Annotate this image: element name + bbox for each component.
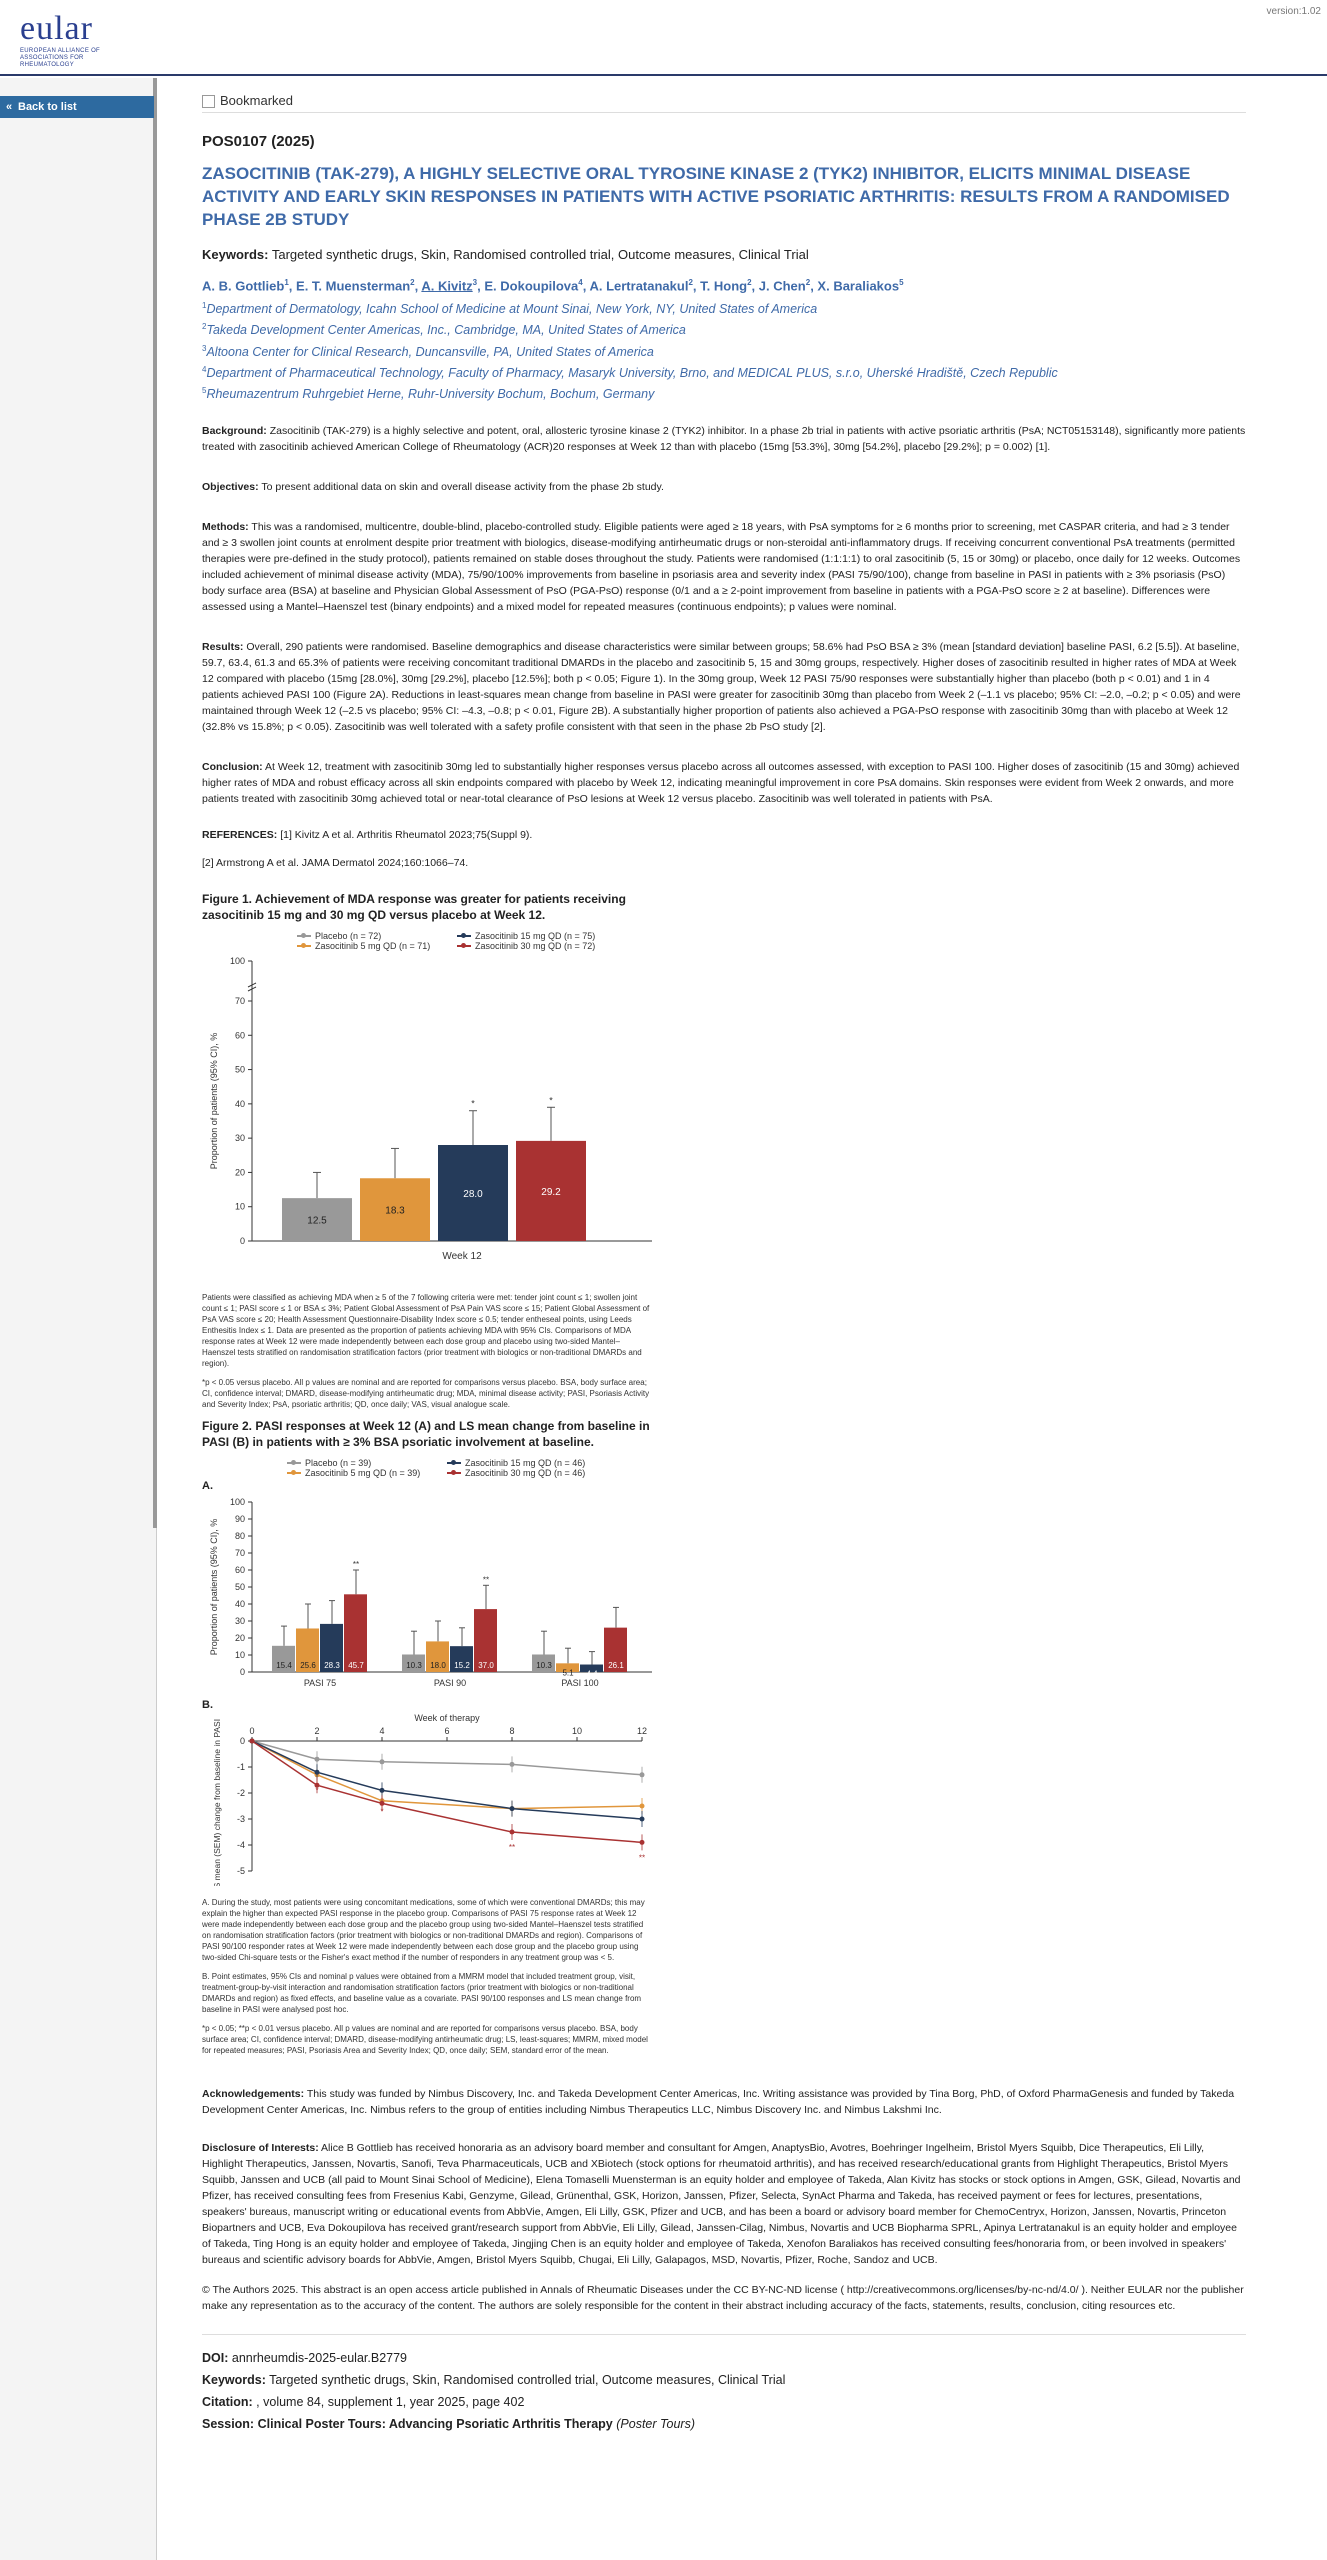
affiliation-text: Altoona Center for Clinical Research, Duncansville, PA, United States of America: [206, 344, 654, 359]
significance-marker: **: [352, 1560, 360, 1570]
y-tick-label: 30: [234, 1133, 245, 1144]
affiliation-number: 4: [202, 364, 207, 374]
author-name[interactable]: T. Hong: [700, 278, 748, 294]
conclusion-section: [202, 759, 1246, 807]
figure-1-footnote-1: Patients were classified as achieving MDA when ≥ 5 of the 7 following criteria were met: tender joint count ≤ 1; swollen joint count ≤ 1; PASI score ≤ 1 or BSA ≤ 3%; Patient Global Assessment of PsA Pain VAS score ≤ 15; Patient Global Assessment of PsA VAS score ≤ 20; Health Assessment Questionnaire-Disability Index score ≤ 0.5; tender entheseal points, using Leeds Enthesitis Index ≤ 1. Data are presented as the proportion of patients achieving MDA with 95% CIs. Comparisons of MDA response rates at Week 12 were made independently between each dose group and placebo using two-sided Mantel–Haenszel tests stratified on randomisation stratification factors (prior treatment with biologics or non-traditional DMARDs and region).: [202, 1293, 650, 1369]
version-label: version:1.02: [1266, 6, 1321, 17]
objectives-section: [202, 479, 1246, 495]
x-axis-label: Week 12: [442, 1251, 482, 1263]
legend-swatch: [297, 945, 311, 947]
data-point: [510, 1830, 515, 1835]
significance-marker: *: [549, 1095, 553, 1106]
acknowledgements-section: [202, 2086, 1246, 2118]
legend-item: [287, 1458, 447, 1468]
affiliation-number: 5: [202, 385, 207, 395]
author-name[interactable]: E. T. Muensterman: [296, 278, 411, 294]
background-label: Background:: [202, 425, 267, 438]
series-line: [252, 1741, 642, 1842]
data-point: [380, 1759, 385, 1764]
abstract-content: [202, 90, 1246, 2435]
author-name[interactable]: E. Dokoupilova: [484, 278, 579, 294]
legend-row: [287, 1458, 652, 1468]
bar-value-label: 18.3: [385, 1205, 405, 1217]
back-to-list-label: Back to list: [18, 101, 77, 113]
citation-label: Citation:: [202, 2395, 253, 2410]
acknowledgements-label: Acknowledgements:: [202, 2088, 305, 2101]
legend-marker: [461, 933, 466, 938]
affiliation-text: Takeda Development Center Americas, Inc., Cambridge, MA, United States of America: [206, 323, 686, 338]
data-point: [640, 1772, 645, 1777]
figure-2-footnote-a: A. During the study, most patients were using concomitant medications, some of which were conventional DMARDs; this may explain the higher than expected PASI response in the placebo group. Comparisons of PASI 75 response rates at Week 12 were made independently between each dose group and the placebo group using two-sided Mantel–Haenszel tests stratified on randomisation stratification factors (prior treatment with biologics or non-traditional DMARDs and region). Comparisons of PASI 90/100 responder rates at Week 12 were made independently between each dose group and the placebo group using two-sided Chi-square tests or the Fisher's exact method if the number of responders in any treatment group was < 5.: [202, 1898, 645, 1963]
meta-keywords-value: Targeted synthetic drugs, Skin, Randomised controlled trial, Outcome measures, Clinical Trial: [269, 2373, 786, 2388]
y-tick-label: 100: [229, 956, 245, 967]
legend-marker: [451, 1460, 456, 1465]
y-tick-label: 60: [234, 1565, 245, 1576]
legend-item: [287, 1468, 447, 1478]
figure-2-footnote-c: *p < 0.05; **p < 0.01 versus placebo. All p values are nominal and are reported for comparisons versus placebo. BSA, body surface area; CI, confidence interval; DMARD, disease-modifying antirheumatic drug; LS, least-squares; MMRM, mixed model for repeated measures; PASI, Psoriasis Area and Severity Index; QD, once daily; SEM, standard error of the mean.: [202, 2024, 648, 2056]
legend-label: Placebo (n = 72): [315, 931, 382, 942]
significance-marker: **: [638, 1853, 646, 1863]
abstract-meta: [202, 2347, 1246, 2435]
legend-label: Zasocitinib 30 mg QD (n = 46): [465, 1468, 586, 1479]
legend-swatch: [447, 1472, 461, 1474]
data-point: [510, 1762, 515, 1767]
references: [202, 827, 1246, 871]
author-name[interactable]: A. Lertratanakul: [589, 278, 689, 294]
y-tick-label: 30: [234, 1616, 245, 1627]
legend-item: [297, 931, 457, 941]
background-text: Zasocitinib (TAK-279) is a highly selective and potent, oral, allosteric tyrosine kinase 2 (TYK2) inhibitor. In a phase 2b trial in patients with active psoriatic arthritis (PsA; NCT05153148), significantly more patients treated with zasocitinib achieved American College of Rheumatology (ACR)20 responses at Week 12 than with placebo (15mg [53.3%], 30mg [54.2%], placebo [29.2%]; p = 0.002) [1].: [202, 425, 1246, 454]
bar-value-label: 45.7: [348, 1661, 364, 1671]
citation-value: , volume 84, supplement 1, year 2025, page 402: [256, 2395, 525, 2410]
data-point: [250, 1739, 255, 1744]
session-label: Session:: [202, 2417, 255, 2432]
meta-keywords-label: Keywords:: [202, 2373, 266, 2388]
legend-swatch: [297, 935, 311, 937]
affiliation-number: 3: [202, 343, 207, 353]
author-name[interactable]: A. Kivitz: [421, 278, 473, 294]
x-tick-label: 4: [379, 1726, 385, 1737]
keywords-line: [202, 247, 1246, 262]
x-axis-label: Week of therapy: [414, 1713, 480, 1724]
logo-subtitle: EUROPEAN ALLIANCE OF ASSOCIATIONS FOR RHEUMATOLOGY: [20, 48, 101, 68]
results-section: [202, 639, 1246, 735]
legend-marker: [291, 1470, 296, 1475]
y-tick-label: -3: [236, 1814, 245, 1825]
figure-2-panel-a-label: A.: [202, 1480, 213, 1493]
category-label: PASI 90: [433, 1678, 467, 1689]
legend-label: Zasocitinib 15 mg QD (n = 46): [465, 1458, 586, 1469]
reference-2: [2] Armstrong A et al. JAMA Dermatol 2024;160:1066–74.: [202, 857, 469, 870]
author-affiliation-number: 5: [899, 278, 904, 287]
bar-value-label: 12.5: [307, 1215, 327, 1227]
sidebar: [0, 78, 157, 2560]
series-line: [252, 1741, 642, 1809]
figure-1-chart: [202, 951, 652, 1281]
figure-2-footnotes: [202, 1897, 652, 2056]
affiliation: [202, 382, 1246, 403]
data-point: [640, 1817, 645, 1822]
bar-value-label: 15.2: [454, 1661, 470, 1671]
legend-swatch: [287, 1472, 301, 1474]
figure-2-title: Figure 2. PASI responses at Week 12 (A) and LS mean change from baseline in PASI (B) in patients with ≥ 3% BSA psoriatic involvement at baseline.: [202, 1419, 650, 1450]
x-tick-label: 8: [509, 1726, 515, 1737]
objectives-text: To present additional data on skin and overall disease activity from the phase 2b study.: [261, 481, 664, 494]
logo-wordmark: eular: [20, 10, 93, 47]
legend-marker: [301, 933, 306, 938]
y-tick-label: 10: [234, 1201, 245, 1212]
y-tick-label: 70: [234, 996, 245, 1007]
category-label: PASI 75: [303, 1678, 337, 1689]
affiliation-text: Department of Pharmaceutical Technology, Faculty of Pharmacy, Masaryk University, Brno, and MEDICAL PLUS, s.r.o, Uherské Hradiště, Czech Republic: [206, 365, 1058, 380]
acknowledgements-text: This study was funded by Nimbus Discovery, Inc. and Takeda Development Center Americas, Inc. Writing assistance was provided by Tina Borg, PhD, of Oxford PharmaGenesis and funded by Takeda Development Center Americas, Inc. Nimbus refers to the group of entities including Nimbus Therapeutics LLC, Nimbus Discovery Inc. and Nimbus Lakshmi Inc.: [202, 2088, 1235, 2117]
y-tick-label: 60: [234, 1030, 245, 1041]
author-affiliation-number: 3: [472, 278, 478, 287]
affiliation: [202, 318, 1246, 339]
y-tick-label: 40: [234, 1098, 245, 1109]
author-list: A. B. Gottlieb$^1$, E. T. Muensterman$^2$, A. Kivitz$^3$, E. Dokoupilova$^4$, A. Lertratanakul$^2$, T. Hong$^2$, J. Chen$^2$, X. Baraliakos$^5$: [202, 278, 904, 294]
data-point: [380, 1801, 385, 1806]
affiliation-list: [202, 297, 1246, 403]
disclosure-label: Disclosure of Interests:: [202, 2142, 319, 2155]
data-point: [510, 1806, 515, 1811]
y-tick-label: 100: [229, 1497, 245, 1508]
significance-marker: *: [380, 1806, 384, 1816]
author-name[interactable]: A. B. Gottlieb: [202, 278, 285, 294]
doi-value[interactable]: annrheumdis-2025-eular.B2779: [231, 2351, 407, 2366]
conclusion-label: Conclusion:: [202, 761, 263, 774]
author-affiliation-number: 2: [747, 278, 752, 287]
legend-row: [287, 1468, 652, 1478]
y-tick-label: 50: [234, 1064, 245, 1075]
bar-value-label: 10.3: [406, 1661, 422, 1671]
objectives-label: Objectives:: [202, 481, 259, 494]
bookmark-toggle[interactable]: [202, 90, 1246, 113]
legend-label: Zasocitinib 5 mg QD (n = 39): [305, 1468, 421, 1479]
divider: [202, 2334, 1246, 2335]
abstract-title: ZASOCITINIB (TAK-279), A HIGHLY SELECTIVE ORAL TYROSINE KINASE 2 (TYK2) INHIBITOR, ELICITS MINIMAL DISEASE ACTIVITY AND EARLY SKIN RESPONSES IN PATIENTS WITH ACTIVE PSORIATIC ARTHRITIS: RESULTS FROM A RANDOMISED PHASE 2B STUDY: [202, 164, 1230, 229]
affiliation: [202, 297, 1246, 318]
y-tick-label: 0: [239, 1736, 245, 1747]
y-axis-label: Proportion of patients (95% CI), %: [209, 1032, 219, 1170]
author-name[interactable]: J. Chen: [758, 278, 806, 294]
references-label: REFERENCES:: [202, 829, 278, 842]
doi-line: [202, 2347, 1246, 2369]
legend-item: [447, 1458, 607, 1468]
bookmark-label: Bookmarked: [220, 93, 293, 108]
significance-marker: **: [482, 1575, 490, 1585]
reference-1-text: [1] Kivitz A et al. Arthritis Rheumatol 2023;75(Suppl 9).: [280, 829, 533, 842]
figure-2b-chart: [202, 1711, 652, 1886]
bar-value-label: 15.4: [276, 1661, 292, 1671]
legend-marker: [451, 1470, 456, 1475]
y-tick-label: 0: [239, 1236, 245, 1247]
y-tick-label: -4: [236, 1840, 245, 1851]
affiliation: [202, 361, 1246, 382]
keywords-text: Targeted synthetic drugs, Skin, Randomised controlled trial, Outcome measures, Clinical Trial: [271, 247, 809, 262]
legend-marker: [301, 943, 306, 948]
data-point: [315, 1770, 320, 1775]
conclusion-text: At Week 12, treatment with zasocitinib 30mg led to substantially higher responses versus placebo across all outcomes assessed, with exception to PASI 100. Higher doses of zasocitinib (15 and 30mg) achieved higher rates of MDA and robust efficacy across all skin endpoints compared with placebo by Week 12, indicating meaningful improvement in core PsA domains. Skin responses were evident from Week 2 onwards, and more patients treated with zasocitinib 30mg achieved total or near-total clearance of PsO lesions at Week 12 versus placebo. Zasocitinib was well tolerated in patients with PsA.: [202, 761, 1240, 806]
data-point: [640, 1840, 645, 1845]
legend-marker: [461, 943, 466, 948]
significance-marker: *: [471, 1098, 475, 1109]
affiliation-text: Department of Dermatology, Icahn School of Medicine at Mount Sinai, New York, NY, United States of America: [206, 302, 818, 317]
bar-value-label: 4.4: [586, 1669, 598, 1679]
legend-swatch: [457, 935, 471, 937]
legend-row: [297, 941, 652, 951]
figure-2-panel-b-label: B.: [202, 1699, 213, 1712]
y-tick-label: 40: [234, 1599, 245, 1610]
results-text: Overall, 290 patients were randomised. Baseline demographics and disease characteristics were similar between groups; 58.6% had PsO BSA ≥ 3% (mean [standard deviation] baseline PASI, 6.2 [5.5]). At baseline, 59.7, 63.4, 61.3 and 65.3% of patients were receiving concomitant traditional DMARDs in the placebo and zasocitinib 5, 15 and 30mg groups, respectively. Higher doses of zasocitinib resulted in higher rates of MDA at Week 12 compared with placebo (15mg [28.0%], 30mg [29.2%], placebo [12.5%]; both p < 0.05; Figure 1). In the 30mg group, Week 12 PASI 75/90 responses were substantially higher than placebo (both p < 0.01) and 1 in 4 patients achieved PASI 100 (Figure 2A). Reductions in least-squares mean change from baseline in PASI were greater for zasocitinib 30mg than placebo from Week 2 (–1.1 vs placebo; 95% CI: –2.0, –0.2; p < 0.05) and were maintained through Week 12 (–2.5 vs placebo; 95% CI: –4.3, –0.8; p < 0.01, Figure 2B). A substantially higher proportion of patients also achieved a PGA-PsO response with zasocitinib 30mg than with placebo at Week 12 (32.8% vs 15.8%; p < 0.05). Zasocitinib was well tolerated with a safety profile consistent with that seen in the phase 2b PsO study [2].: [202, 641, 1241, 734]
author-affiliation-number: 4: [578, 278, 583, 287]
disclosure-text: Alice B Gottlieb has received honoraria as an advisory board member and consultant for Amgen, AnaptysBio, Avotres, Boehringer Ingelheim, Bristol Myers Squibb, Dice Therapeutics, Eli Lilly, Highlight Therapeutics, Janssen, Novartis, Sanofi, Teva Pharmaceuticals, UCB and XBiotech (stock options for rheumatoid arthritis), and has received research/educational grants from Highlight Therapeutics, Bristol Myers Squibb, Janssen and UCB (all paid to Mount Sinai School of Medicine), Elena Tomaselli Muensterman is an equity holder and employee of Takeda, Alan Kivitz has stocks or stock options in Amgen, GSK, Gilead, Novartis and Pfizer, has received consulting fees from Fresenius Kabi, Genzyme, Gilead, Grünenthal, GSK, Horizon, Janssen, Pfizer, Selecta, SynAct Pharma and Takeda, has received payment or fees for lectures, presentations, speakers' bureaus, manuscript writing or educational events from AbbVie, Amgen, Eli Lilly, GSK, Pfizer and UCB, and has been a board or advisory board member for ChemoCentryx, Horizon, Janssen, Novartis, Princeton Biopartners and UCB, Eva Dokoupilova has received grant/research support from AbbVie, Eli Lilly, Gilead, Janssen-Cilag, Nimbus, Novartis and UCB Biopharma SPRL, Apinya Lertratanakul is an equity holder and employee of Takeda, Ting Hong is an equity holder and employee of Takeda, Jingjing Chen is an equity holder and employee of Takeda, Xenofon Baraliakos has received consulting fees/honoraria from, or been involved in speakers' bureaus and scientific advisory boards for AbbVie, Amgen, Bristol Myers Squibb, Chugai, Eli Lilly, Galapagos, MSD, Novartis, Pfizer, Roche, Sandoz and UCB.: [202, 2142, 1241, 2267]
y-tick-label: 90: [234, 1514, 245, 1525]
bar-value-label: 37.0: [478, 1661, 494, 1671]
x-tick-label: 6: [444, 1726, 450, 1737]
reference-1: [202, 827, 1246, 843]
bar-value-label: 5.1: [562, 1668, 574, 1678]
y-tick-label: -5: [236, 1866, 245, 1877]
data-point: [640, 1804, 645, 1809]
x-tick-label: 2: [314, 1726, 320, 1737]
bar-value-label: 28.0: [463, 1189, 483, 1201]
affiliation-number: 1: [202, 301, 207, 311]
disclosure-section: [202, 2140, 1246, 2268]
legend-label: Zasocitinib 15 mg QD (n = 75): [475, 931, 596, 942]
category-label: PASI 100: [561, 1678, 599, 1689]
figure-1-footnote-2: *p < 0.05 versus placebo. All p values are nominal and are reported for comparisons versus placebo. BSA, body surface area; CI, confidence interval; DMARD, disease-modifying antirheumatic drug; MDA, minimal disease activity; PASI, Psoriasis Activity and Severity Index; PsA, psoriatic arthritis; QD, once daily; VAS, visual analogue scale.: [202, 1378, 650, 1410]
session-type: (Poster Tours): [616, 2417, 695, 2432]
bar-value-label: 25.6: [300, 1661, 316, 1671]
bar-value-label: 28.3: [324, 1661, 340, 1671]
legend-swatch: [447, 1462, 461, 1464]
y-tick-label: 50: [234, 1582, 245, 1593]
license-text: © The Authors 2025. This abstract is an open access article published in Annals of Rheumatic Diseases under the CC BY-NC-ND license ( http://creativecommons.org/licenses/by-nc-nd/4.0/ ). Neither EULAR nor the publisher make any representation as to the accuracy of the content. The authors are solely responsible for the content in their abstract including accuracy of the facts, statements, results, conclusion, citing resources etc.: [202, 2284, 1244, 2313]
doi-label: DOI:: [202, 2351, 229, 2366]
legend-item: [447, 1468, 607, 1478]
y-tick-label: -1: [236, 1762, 245, 1773]
author-affiliation-number: 1: [284, 278, 289, 287]
y-tick-label: 10: [234, 1650, 245, 1661]
legend-marker: [291, 1460, 296, 1465]
legend-swatch: [287, 1462, 301, 1464]
author-name[interactable]: X. Baraliakos: [817, 278, 900, 294]
meta-keywords-line: [202, 2369, 1246, 2391]
legend-label: Placebo (n = 39): [305, 1458, 372, 1469]
bookmark-checkbox[interactable]: [202, 95, 215, 108]
figure-1: [202, 891, 652, 1410]
legend-item: [297, 941, 457, 951]
background-section: [202, 423, 1246, 455]
y-tick-label: 20: [234, 1167, 245, 1178]
x-tick-label: 10: [571, 1726, 583, 1737]
affiliation-text: Rheumazentrum Ruhrgebiet Herne, Ruhr-University Bochum, Bochum, Germany: [206, 387, 655, 402]
methods-section: [202, 519, 1246, 615]
y-tick-label: -2: [236, 1788, 245, 1799]
bar-value-label: 18.0: [430, 1661, 446, 1671]
session-line: [202, 2413, 1246, 2435]
author-affiliation-number: 2: [805, 278, 811, 287]
sidebar-scrollbar[interactable]: [153, 78, 157, 1528]
legend-label: Zasocitinib 30 mg QD (n = 72): [475, 941, 596, 952]
bar-value-label: 26.1: [608, 1661, 624, 1671]
figure-1-legend: [297, 931, 652, 951]
session-value[interactable]: Clinical Poster Tours: Advancing Psoriatic Arthritis Therapy: [257, 2417, 613, 2432]
significance-marker: **: [508, 1843, 516, 1853]
x-tick-label: 0: [249, 1726, 255, 1737]
y-tick-label: 20: [234, 1633, 245, 1644]
legend-swatch: [457, 945, 471, 947]
keywords-label: Keywords:: [202, 247, 269, 262]
citation-line: [202, 2391, 1246, 2413]
x-tick-label: 12: [636, 1726, 648, 1737]
y-tick-label: 80: [234, 1531, 245, 1542]
data-point: [315, 1757, 320, 1762]
author-affiliation-number: 2: [688, 278, 693, 287]
affiliation-number: 2: [202, 322, 207, 332]
figure-2-legend: [287, 1458, 652, 1478]
poster-code: POS0107 (2025): [202, 133, 315, 150]
bar-value-label: 29.2: [541, 1187, 561, 1199]
bar-value-label: 10.3: [536, 1661, 552, 1671]
author-affiliation-number: 2: [410, 278, 415, 287]
figure-1-title: Figure 1. Achievement of MDA response was greater for patients receiving zasocitinib 15 mg and 30 mg QD versus placebo at Week 12.: [202, 892, 626, 923]
eular-logo[interactable]: [20, 12, 110, 69]
legend-label: Zasocitinib 5 mg QD (n = 71): [315, 941, 431, 952]
legend-item: [457, 931, 617, 941]
legend-row: [297, 931, 652, 941]
figure-2: [202, 1418, 652, 2056]
results-label: Results:: [202, 641, 244, 654]
y-tick-label: 70: [234, 1548, 245, 1559]
figure-2a-chart: [202, 1492, 652, 1692]
figure-1-footnotes: [202, 1292, 652, 1410]
data-point: [380, 1788, 385, 1793]
methods-label: Methods:: [202, 521, 249, 534]
figure-2-footnote-b: B. Point estimates, 95% CIs and nominal p values were obtained from a MMRM model that included treatment group, visit, treatment-group-by-visit interaction and randomisation stratification factors (prior treatment with biologics or non-traditional DMARDs and region) as fixed effects, and baseline value as a covariate. PASI 90/100 responses and LS mean change from baseline in PASI were analysed post hoc.: [202, 1972, 642, 2015]
y-axis-label: Proportion of patients (95% CI), %: [209, 1518, 219, 1656]
methods-text: This was a randomised, multicentre, double-blind, placebo-controlled study. Eligible patients were aged ≥ 18 years, with PsA symptoms for ≥ 6 months prior to screening, met CASPAR criteria, and had ≥ 3 tender and ≥ 3 swollen joint counts at enrolment despite prior treatment with biologics, disease-modifying antirheumatic drugs or non-steroidal anti-inflammatory drugs. If receiving concurrent conventional PsA treatments (permitted therapies were pre-defined in the study protocol), patients remained on stable doses throughout the study. Patients were randomised (1:1:1:1) to oral zasocitinib (5, 15 or 30mg) or placebo, once daily for 12 weeks. Outcomes included achievement of minimal disease activity (MDA), 75/90/100% improvements from baseline in psoriasis area and severity index (PASI 75/90/100), change from baseline in PASI in patients with ≥ 3% psoriasis (PsO) body surface area (BSA) at baseline and Physician Global Assessment of PsO (PGA-PsO) response (0/1 and a ≥ 2-point improvement from baseline in patients with a PGA-PsO score ≥ 2 at baseline). Differences were assessed using a Mantel–Haenszel test (binary endpoints) and a mixed model for repeated measures (continuous endpoints); p values were nominal.: [202, 521, 1241, 614]
double-chevron-left-icon: «: [6, 101, 13, 113]
legend-item: [457, 941, 617, 951]
back-to-list-button[interactable]: [0, 96, 154, 118]
y-tick-label: 0: [239, 1667, 245, 1678]
significance-marker: *: [315, 1786, 319, 1796]
top-bar: [0, 0, 1327, 76]
y-axis-label: LS mean (SEM) change from baseline in PASI: [212, 1719, 222, 1887]
affiliation: [202, 340, 1246, 361]
